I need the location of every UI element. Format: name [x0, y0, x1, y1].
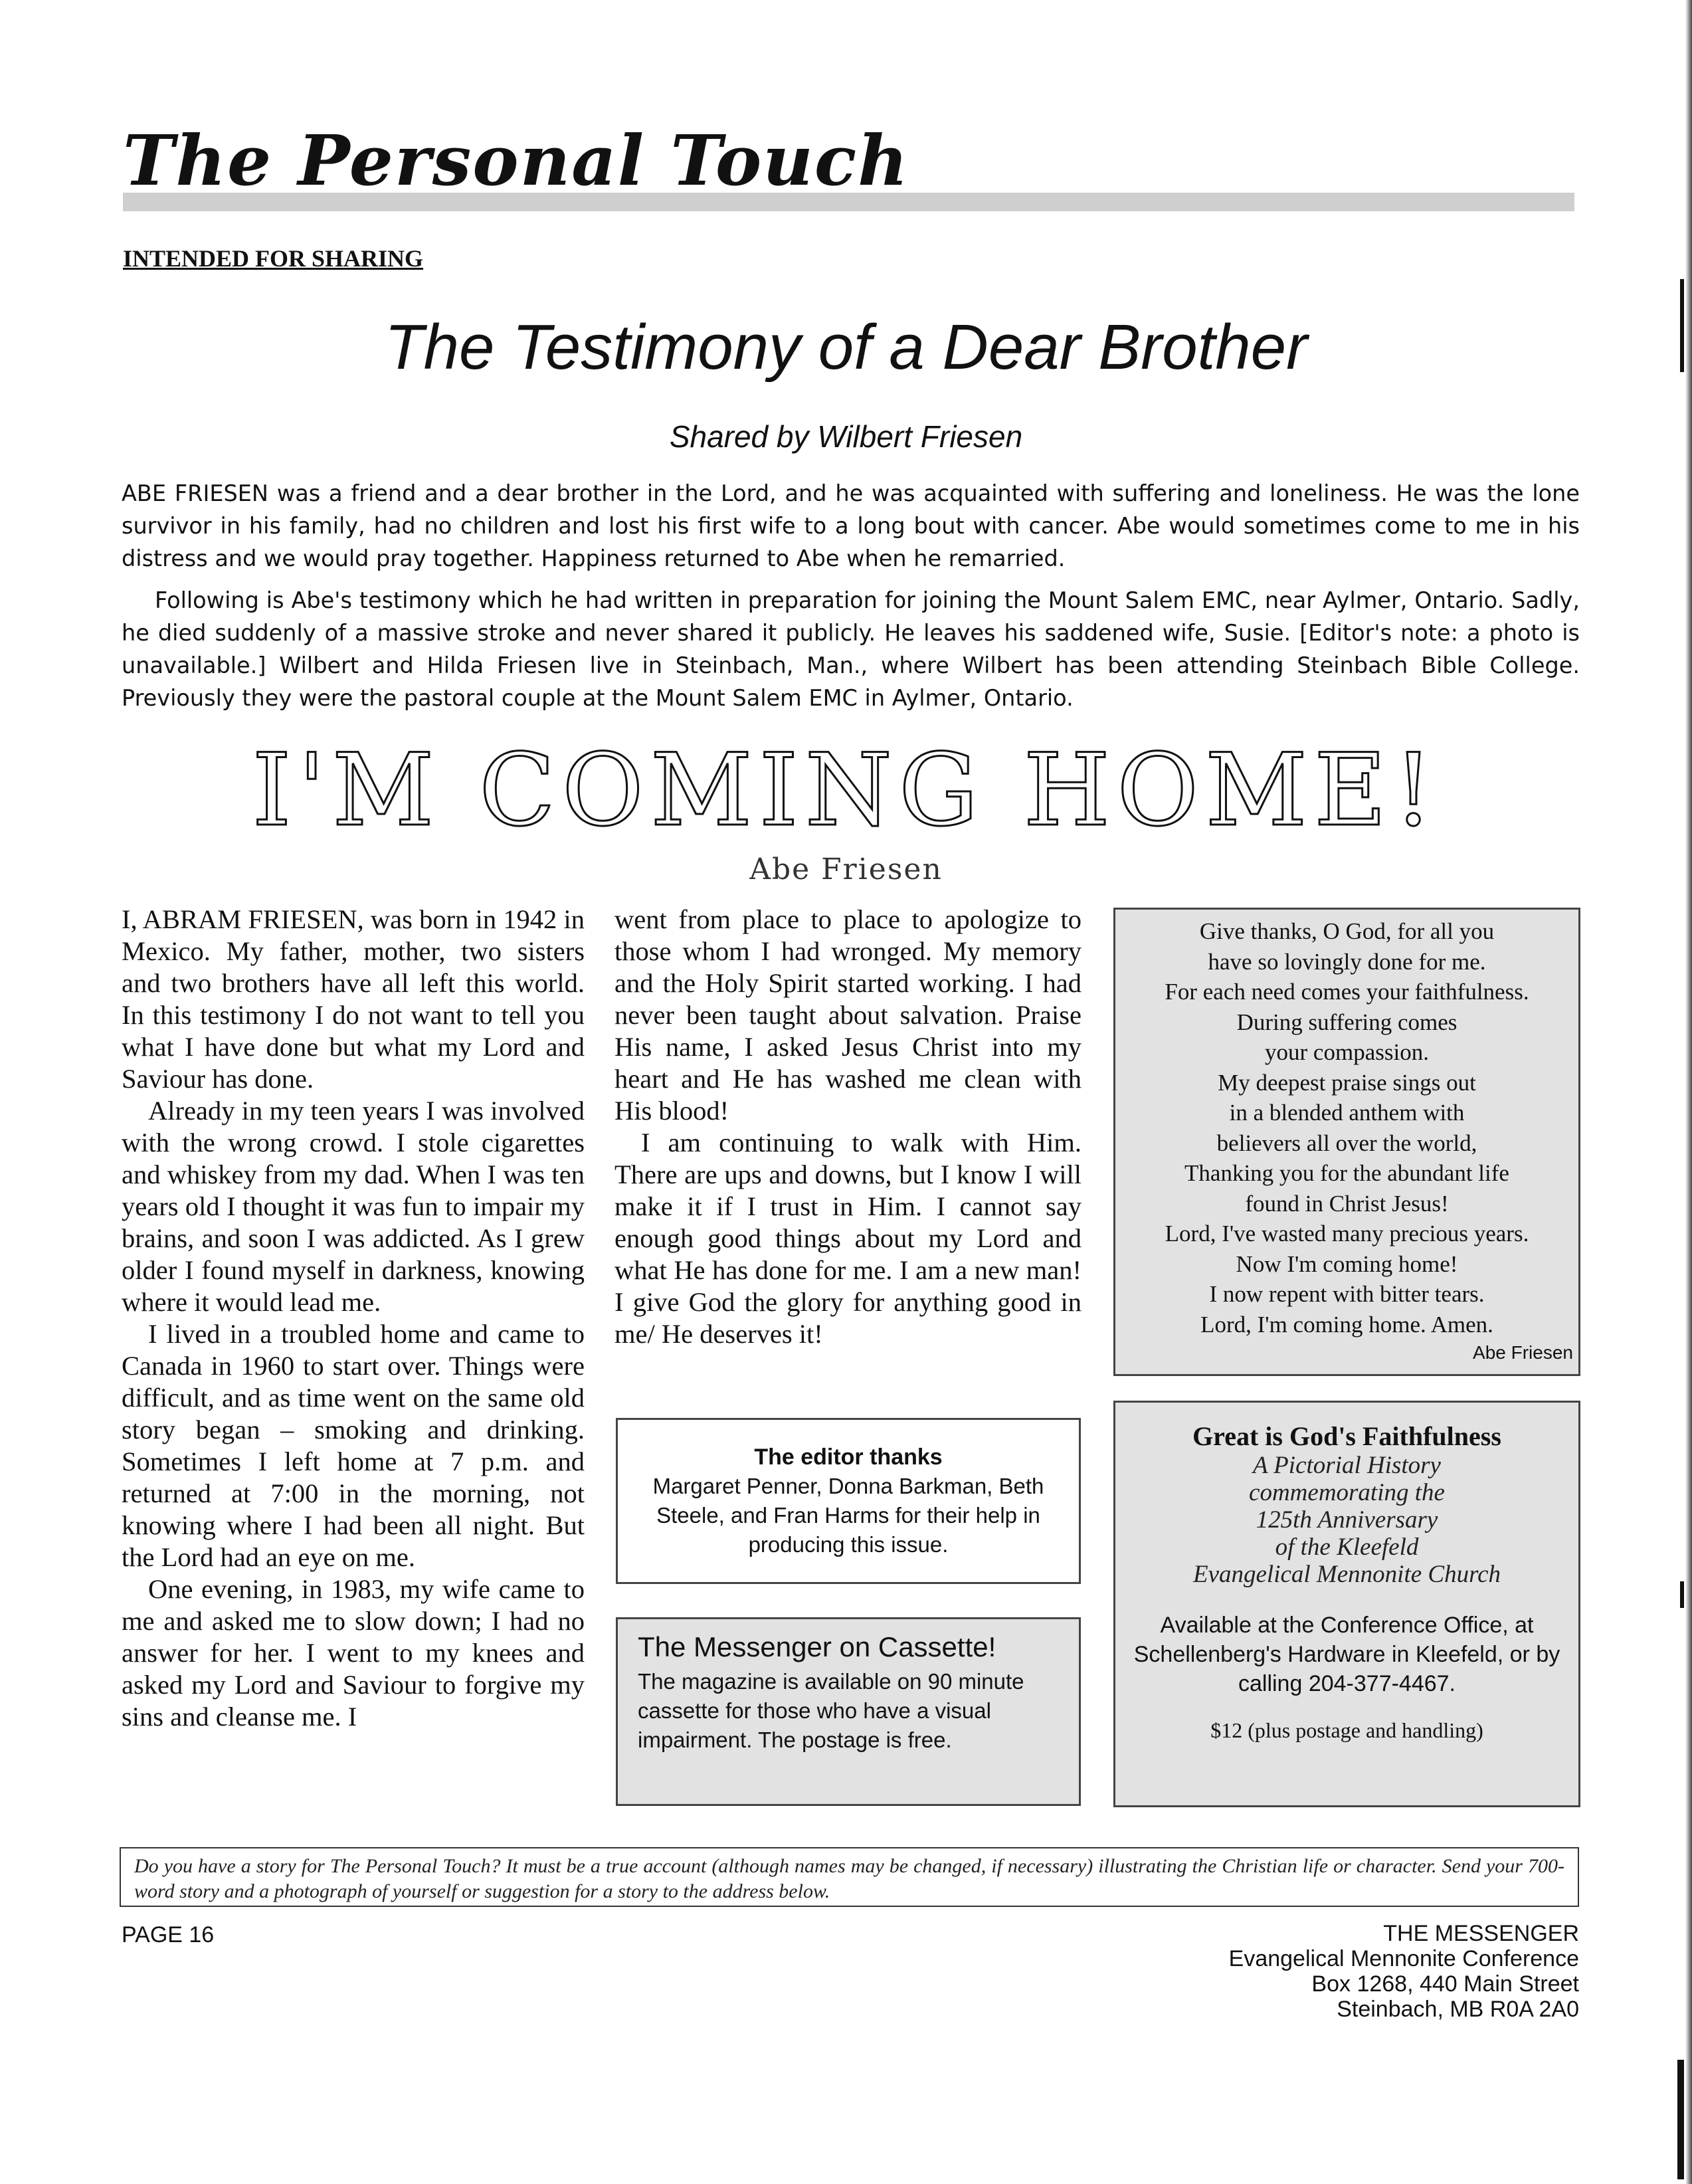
address-line: THE MESSENGER [1383, 1921, 1579, 1946]
testimony-headline: I'M COMING HOME! [252, 733, 1440, 848]
page-number: PAGE 16 [122, 1922, 215, 1947]
article-byline: Shared by Wilbert Friesen [669, 419, 1023, 454]
book-subtitle-line: A Pictorial History [1253, 1452, 1441, 1479]
prayer-line: Thanking you for the abundant life [1184, 1160, 1509, 1186]
prayer-signature: Abe Friesen [1473, 1342, 1573, 1363]
intro-paragraph: ABE FRIESEN was a friend and a dear brother in the Lord, and he was acquainted with suffering and loneliness. He was the lone survivor in his family, had no children and lost his first wife to a long bout with cancer. Abe would sometimes come to me in his distress and we would pray together. Happiness returned to Abe when he remarried. [122, 480, 1580, 571]
prayer-line: For each need comes your faithfulness. [1165, 979, 1529, 1005]
scan-page-edge [1685, 0, 1692, 2184]
address-line: Steinbach, MB R0A 2A0 [1337, 1997, 1579, 2022]
cassette-box [616, 1617, 1081, 1806]
intro-paragraph: Following is Abe's testimony which he had written in preparation for joining the Mount Salem EMC, near Aylmer, Ontario. Sadly, he died suddenly of a massive stroke and never shared it publicly. He leaves his saddened wife, Susie. [Editor's note: a photo is unavailable.] Wilbert and Hilda Friesen live in Steinbach, Man., where Wilbert has been attending Steinbach Bible College. Previously they were the pastoral couple at the Mount Salem EMC in Aylmer, Ontario. [122, 587, 1580, 711]
column-title: The Personal Touch [123, 120, 909, 201]
body-paragraph: One evening, in 1983, my wife came to me and asked me to slow down; I had no answer for her. I went to my knees and asked my Lord and Saviour to forgive my sins and cleanse me. I [122, 1574, 585, 1732]
prayer-line: found in Christ Jesus! [1245, 1190, 1449, 1217]
prayer-line: believers all over the world, [1216, 1130, 1477, 1156]
scan-edge-mark [1677, 2060, 1684, 2179]
article-intro [122, 477, 1580, 714]
article-title: The Testimony of a Dear Brother [384, 312, 1308, 383]
body-paragraph: I, ABRAM FRIESEN, was born in 1942 in Mexico. My father, mother, two sisters and two brothers have all left this world. In this testimony I do not want to tell you what I have done but what my Lord and Saviour has done. [122, 904, 585, 1094]
cassette-heading: The Messenger on Cassette! [638, 1631, 996, 1662]
book-availability: Available at the Conference Office, at Schellenberg's Hardware in Kleefeld, or by calling 204-377-4467. [1133, 1613, 1560, 1696]
address-line: Box 1268, 440 Main Street [1311, 1971, 1579, 1997]
prayer-line: in a blended anthem with [1229, 1100, 1465, 1126]
prayer-line: Lord, I've wasted many precious years. [1165, 1221, 1529, 1246]
prayer-line: My deepest praise sings out [1218, 1069, 1476, 1096]
cassette-body: The magazine is available on 90 minute cassette for those who have a visual impairment. The postage is free. [638, 1669, 1024, 1752]
prayer-line: Now I'm coming home! [1236, 1250, 1458, 1277]
publisher-address [1229, 1921, 1579, 2022]
prayer-line: I now repent with bitter tears. [1209, 1281, 1485, 1307]
scan-edge-mark [1680, 1581, 1684, 1608]
editor-thanks-heading: The editor thanks [754, 1444, 943, 1470]
prayer-line: During suffering comes [1236, 1009, 1457, 1035]
body-paragraph: Already in my teen years I was involved with the wrong crowd. I stole cigarettes and whiskey from my dad. When I was ten years old I thought it was fun to impair my brains, and soon I was addicted. As I grew older I found myself in darkness, knowing where it would lead me. [122, 1096, 585, 1317]
testimony-column-2 [614, 904, 1081, 1350]
book-subtitle-line: 125th Anniversary [1256, 1506, 1438, 1534]
story-invitation-box: Do you have a story for The Personal Touch? It must be a true account (although names may be changed, if necessary) illustrating the Christian life or character. Send your 700-word story and a photograph of yourself or suggestion for a story to the address below. [120, 1847, 1579, 1907]
prayer-line: Give thanks, O God, for all you [1199, 918, 1495, 944]
book-subtitle-line: Evangelical Mennonite Church [1192, 1561, 1501, 1588]
body-paragraph: went from place to place to apologize to those whom I had wronged. My memory and the Holy Spirit started working. I had never been taught about salvation. Praise His name, I asked Jesus Christ into my heart and He has washed me clean with His blood! [614, 904, 1081, 1126]
body-paragraph: I am continuing to walk with Him. There are ups and downs, but I know I will make it if I trust in Him. I cannot say enough good things about my Lord and what He has done for me. I am a new man! I give God the glory for anything good in me/ He deserves it! [614, 1128, 1081, 1349]
book-subtitle-line: commemorating the [1249, 1479, 1445, 1506]
testimony-column-1 [122, 904, 585, 1733]
book-ad-box [1113, 1401, 1580, 1807]
prayer-line: have so lovingly done for me. [1208, 948, 1486, 975]
editor-thanks-box [616, 1418, 1081, 1584]
editor-thanks-body: Margaret Penner, Donna Barkman, Beth Steele, and Fran Harms for their help in producing this issue. [652, 1474, 1044, 1557]
book-title: Great is God's Faithfulness [1192, 1421, 1501, 1451]
prayer-line: your compassion. [1265, 1039, 1429, 1065]
address-line: Evangelical Mennonite Conference [1228, 1946, 1579, 1971]
prayer-box [1113, 908, 1580, 1376]
book-subtitle-line: of the Kleefeld [1275, 1534, 1419, 1561]
tagline: INTENDED FOR SHARING [123, 245, 424, 272]
testimony-author: Abe Friesen [749, 852, 943, 886]
body-paragraph: I lived in a troubled home and came to Canada in 1960 to start over. Things were difficult, and as time went on the same old story began – smoking and drinking. Sometimes I left home at 7 p.m. and returned at 7:00 in the morning, not knowing where I had been all night. But the Lord had an eye on me. [122, 1319, 585, 1572]
scan-edge-mark [1680, 279, 1684, 372]
book-price: $12 (plus postage and handling) [1210, 1718, 1483, 1742]
prayer-line: Lord, I'm coming home. Amen. [1200, 1311, 1493, 1338]
